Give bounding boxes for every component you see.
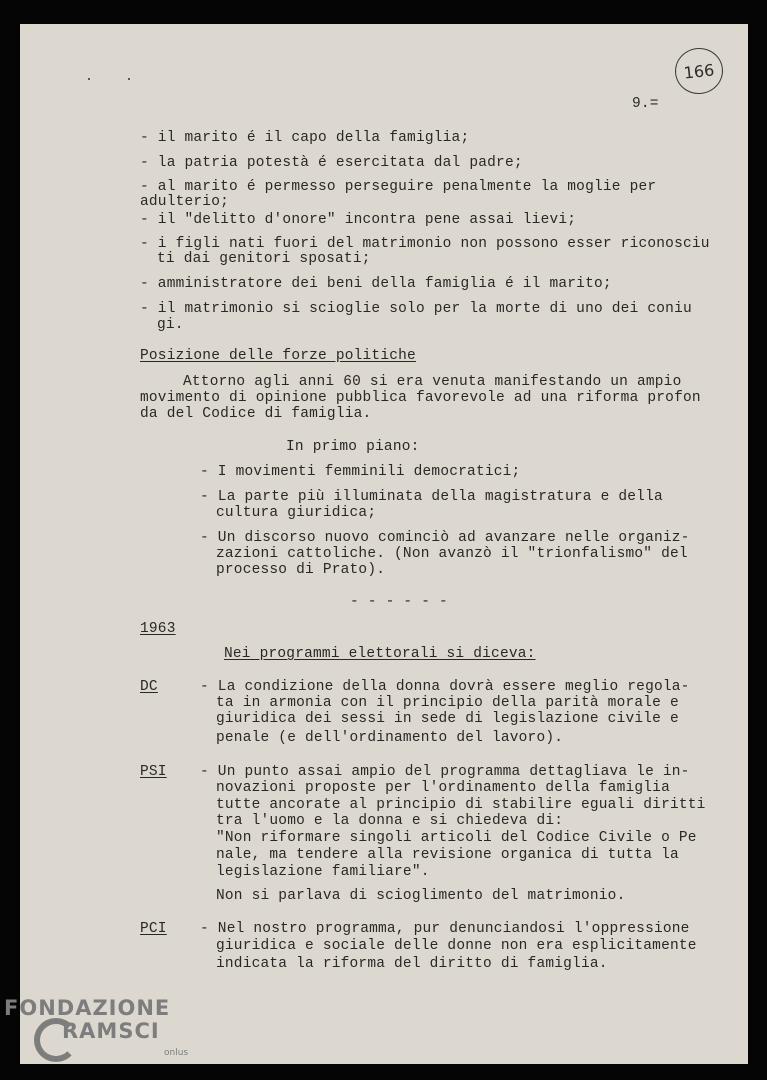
party-note: Non si parlava di scioglimento del matrimonio. [216, 888, 626, 904]
paragraph-line: Attorno agli anni 60 si era venuta manifestando un ampio [183, 374, 682, 390]
party-text-line: nale, ma tendere alla revisione organica di tutta la [216, 847, 679, 863]
paragraph-line: movimento di opinione pubblica favorevole ad una riforma profon [140, 390, 701, 406]
party-text-line: giuridica e sociale delle donne non era esplicitamente [216, 938, 697, 954]
list-item-continuation: processo di Prato). [216, 562, 386, 578]
watermark-line3: onlus [164, 1048, 189, 1058]
party-text-line: penale (e dell'ordinamento del lavoro). [216, 730, 564, 746]
ink-speck [128, 78, 130, 80]
party-text-line: giuridica dei sessi in sede di legislazione civile e [216, 711, 679, 727]
ink-speck [88, 78, 90, 80]
archive-number-stamp [673, 46, 726, 97]
party-text-line: tutte ancorate al principio di stabilire eguali diritti [216, 797, 706, 813]
list-item-continuation: cultura giuridica; [216, 505, 377, 521]
party-text-line: - Nel nostro programma, pur denunciandosi l'oppressione [200, 921, 690, 937]
archive-number: 166 [682, 59, 716, 83]
party-text-line: ta in armonia con il principio della parità morale e [216, 695, 679, 711]
list-item-continuation: gi. [157, 317, 184, 333]
separator: - - - - - - [350, 594, 448, 610]
party-text-line: legislazione familiare". [216, 864, 430, 880]
year-label: 1963 [140, 621, 176, 637]
list-item: - al marito é permesso perseguire penalmente la moglie per [140, 179, 657, 195]
party-label: PSI [140, 764, 167, 780]
party-text-line: tra l'uomo e la donna e si chiedeva di: [216, 813, 564, 829]
list-item-continuation: adulterio; [140, 194, 230, 210]
list-item: - amministratore dei beni della famiglia é il marito; [140, 276, 612, 292]
section-heading: Posizione delle forze politiche [140, 348, 416, 364]
list-item-continuation: ti dai genitori sposati; [157, 251, 371, 267]
party-text-line: indicata la riforma del diritto di famiglia. [216, 956, 608, 972]
list-item: - il "delitto d'onore" incontra pene assai lievi; [140, 212, 577, 228]
list-item: - La parte più illuminata della magistratura e della [200, 489, 663, 505]
list-item: - I movimenti femminili democratici; [200, 464, 521, 480]
party-label: PCI [140, 921, 167, 937]
party-text-line: - La condizione della donna dovrà essere meglio regola- [200, 679, 690, 695]
watermark-line2: RAMSCI [62, 1019, 160, 1043]
list-item: - il marito é il capo della famiglia; [140, 130, 470, 146]
page-number: 9.= [632, 96, 659, 112]
subheading: In primo piano: [286, 439, 420, 455]
list-item: - i figli nati fuori del matrimonio non possono esser riconosciu [140, 236, 710, 252]
party-label: DC [140, 679, 158, 695]
paragraph-line: da del Codice di famiglia. [140, 406, 372, 422]
list-item: - la patria potestà é esercitata dal padre; [140, 155, 523, 171]
document-page [20, 24, 748, 1064]
fondazione-gramsci-watermark [4, 996, 204, 1076]
party-text-line: - Un punto assai ampio del programma dettagliava le in- [200, 764, 690, 780]
list-item: - il matrimonio si scioglie solo per la morte di uno dei coniu [140, 301, 692, 317]
section-heading: Nei programmi elettorali si diceva: [224, 646, 536, 662]
watermark-line1: FONDAZIONE [4, 996, 171, 1020]
list-item-continuation: zazioni cattoliche. (Non avanzò il "trionfalismo" del [216, 546, 688, 562]
party-text-line: "Non riformare singoli articoli del Codice Civile o Pe [216, 830, 697, 846]
list-item: - Un discorso nuovo cominciò ad avanzare nelle organiz- [200, 530, 690, 546]
party-text-line: novazioni proposte per l'ordinamento della famiglia [216, 780, 670, 796]
